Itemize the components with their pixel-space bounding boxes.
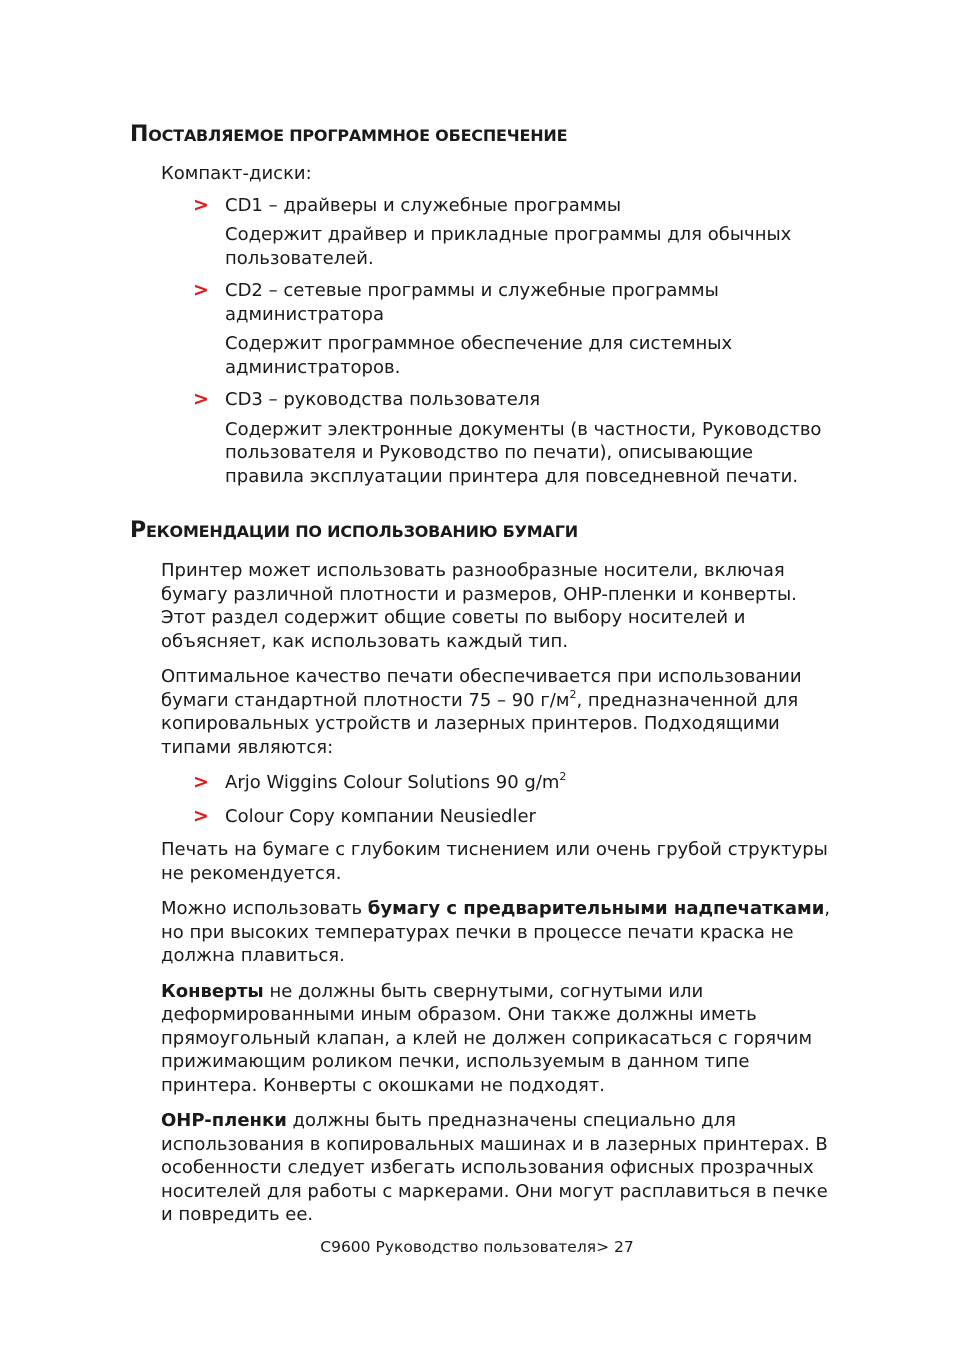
section-heading-software xyxy=(130,124,567,147)
envelopes-paragraph xyxy=(161,980,831,1098)
cd2-title: CD2 – сетевые программы и служебные программы администратора xyxy=(225,280,719,325)
ohp-paragraph xyxy=(161,1109,831,1227)
paper-types-list xyxy=(161,771,831,828)
bullet-arrow-icon: > xyxy=(193,193,209,216)
footer-text: C9600 Руководство пользователя> 27 xyxy=(320,1238,634,1256)
paper-intro-paragraph: Принтер может использовать разнообразные носители, включая бумагу различной плотности и размеров, OHP-пленки и конверты. Этот раздел содержит общие советы по выбору носителей и объясняет, как использовать каждый тип. xyxy=(161,560,797,652)
paper-type-text: Arjo Wiggins Colour Solutions 90 g/m xyxy=(225,772,560,793)
cd-list xyxy=(161,194,831,489)
envelopes-bold: Конверты xyxy=(161,980,264,1002)
cd-intro: Компакт-диски: xyxy=(161,163,312,184)
envelopes-text: не должны быть свернутыми, согнутыми или деформированными иным образом. Они также должны иметь прямоугольный клапан, а клей не должен соприкасаться с горячим прижимающим роликом печки, используемым в данном типе принтера. Конверты с окошками не подходят. xyxy=(161,980,813,1096)
section-software-body xyxy=(161,162,831,497)
ohp-text: должны быть предназначены специально для использования в копировальных машинах и в лазерных принтерах. В особенности следует избегать использования офисных прозрачных носителей для работы с маркерами. Они могут расплавиться в печке и повредить ее. xyxy=(161,1110,828,1225)
paper-weight-text: Оптимальное качество печати обеспечивается при использовании бумаги стандартной плотности 75 – 90 г/м xyxy=(161,666,802,711)
heading-initial: Р xyxy=(130,518,146,543)
list-item xyxy=(161,388,831,488)
ohp-bold: OHP-пленки xyxy=(161,1110,287,1131)
section-paper-body xyxy=(161,559,831,1239)
paper-type-label: Colour Copy компании Neusiedler xyxy=(225,805,536,827)
list-item xyxy=(161,194,831,271)
cd2-description: Содержит программное обеспечение для системных администраторов. xyxy=(225,333,733,378)
list-item xyxy=(161,279,831,379)
embossed-paper-paragraph: Печать на бумаге с глубоким тиснением или очень грубой структуры не рекомендуется. xyxy=(161,839,828,884)
bullet-arrow-icon: > xyxy=(193,804,209,827)
bullet-arrow-icon: > xyxy=(193,771,209,793)
cd1-title: CD1 – драйверы и служебные программы xyxy=(225,194,622,216)
superscript: 2 xyxy=(559,770,567,783)
cd1-description: Содержит драйвер и прикладные программы для обычных пользователей. xyxy=(225,224,792,269)
list-item xyxy=(161,805,831,829)
heading-text: ЕКОМЕНДАЦИИ ПО ИСПОЛЬЗОВАНИЮ БУМАГИ xyxy=(145,522,578,541)
cd3-title: CD3 – руководства пользователя xyxy=(225,389,541,410)
paper-weight-tail: , предназначенной для копировальных устройств и лазерных принтеров. Подходящими типами являются: xyxy=(161,689,799,758)
heading-initial: П xyxy=(130,122,149,147)
preprinted-lead: Можно использовать xyxy=(161,898,368,919)
paper-type-label xyxy=(225,771,831,795)
preprinted-paragraph xyxy=(161,897,831,968)
cd3-description: Содержит электронные документы (в частности, Руководство пользователя и Руководство по печати), описывающие правила эксплуатации принтера для повседневной печати. xyxy=(225,418,822,487)
bullet-arrow-icon: > xyxy=(193,388,209,410)
paper-weight-paragraph xyxy=(161,665,831,759)
bullet-arrow-icon: > xyxy=(193,279,209,301)
section-heading-paper xyxy=(130,520,578,543)
list-item xyxy=(161,771,831,795)
preprinted-tail: , но при высоких температурах печки в процессе печати краска не должна плавиться. xyxy=(161,898,831,966)
preprinted-bold: бумагу с предварительными надпечатками xyxy=(367,898,825,919)
heading-text: ОСТАВЛЯЕМОЕ ПРОГРАММНОЕ ОБЕСПЕЧЕНИЕ xyxy=(148,126,568,145)
page-footer xyxy=(0,1237,954,1257)
superscript: 2 xyxy=(569,687,577,701)
